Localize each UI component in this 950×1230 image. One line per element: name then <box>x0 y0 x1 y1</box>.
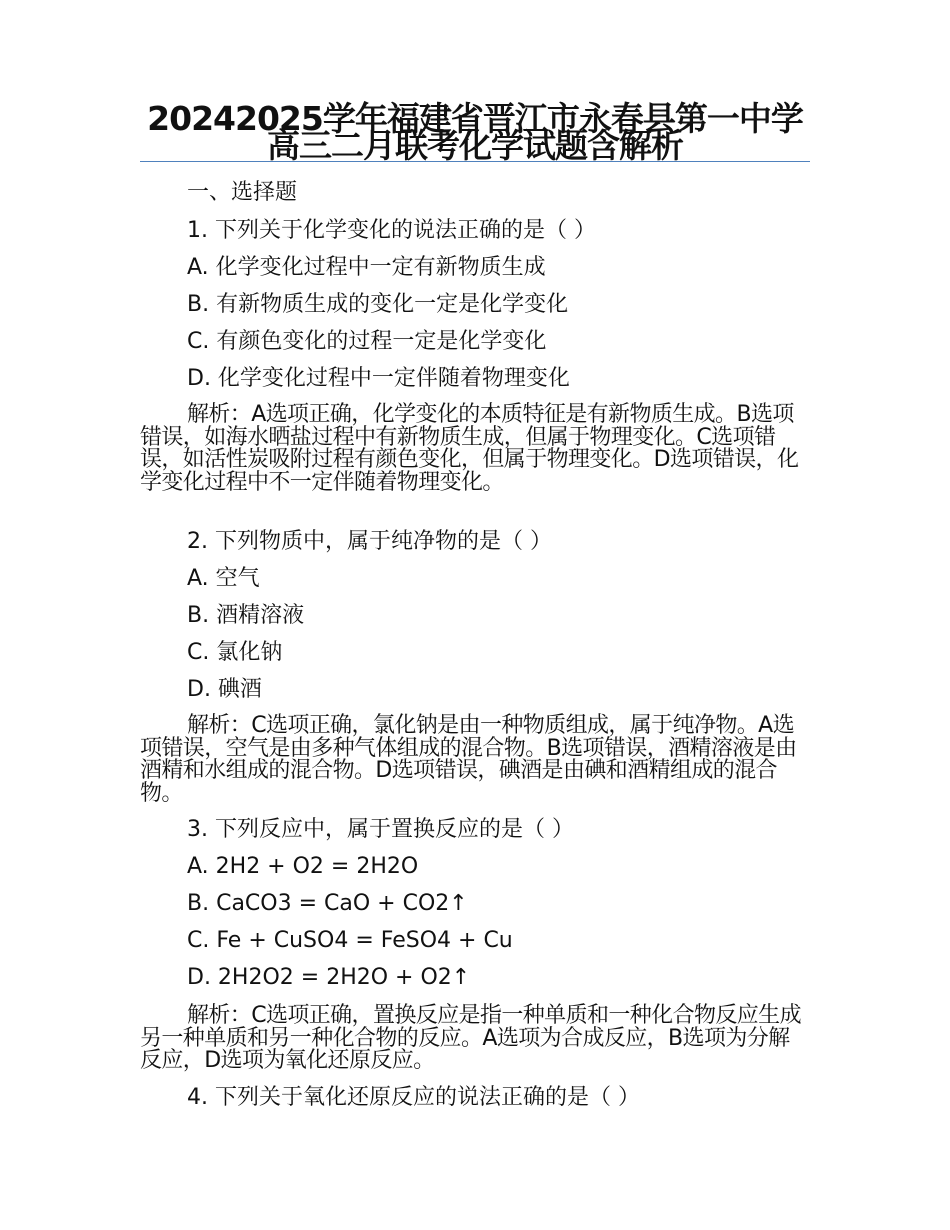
question-3-stem: 3. 下列反应中，属于置换反应的是（ ） <box>187 817 574 842</box>
question-1-option-c: C. 有颜色变化的过程一定是化学变化 <box>187 329 547 354</box>
question-1-option-d: D. 化学变化过程中一定伴随着物理变化 <box>187 366 570 391</box>
question-2-stem: 2. 下列物质中，属于纯净物的是（ ） <box>187 529 552 554</box>
document-title: 20242025学年福建省晋江市永春县第一中学高三二月联考化学试题含解析 <box>147 99 803 165</box>
question-1-analysis: 解析：A选项正确，化学变化的本质特征是有新物质生成。B选项错误，如海水晒盐过程中有新物质生成，但属于物理变化。C选项错误，如活性炭吸附过程有颜色变化，但属于物理变化。D选项错误，化学变化过程中不一定伴随着物理变化。 <box>140 402 799 495</box>
question-3-option-c: C. Fe + CuSO4 = FeSO4 + Cu <box>187 928 513 953</box>
question-1-option-a: A. 化学变化过程中一定有新物质生成 <box>187 255 546 280</box>
question-2-option-a: A. 空气 <box>187 566 260 591</box>
question-2-analysis: 解析：C选项正确，氯化钠是由一种物质组成，属于纯净物。A选项错误，空气是由多种气体组成的混合物。B选项错误，酒精溶液是由酒精和水组成的混合物。D选项错误，碘酒是由碘和酒精组成的混合物。 <box>140 713 797 806</box>
question-3-option-a: A. 2H2 + O2 = 2H2O <box>187 854 419 879</box>
section-heading: 一、选择题 <box>187 180 298 205</box>
question-1-option-b: B. 有新物质生成的变化一定是化学变化 <box>187 292 569 317</box>
question-3-option-d: D. 2H2O2 = 2H2O + O2↑ <box>187 965 471 990</box>
question-1-stem: 1. 下列关于化学变化的说法正确的是（ ） <box>187 218 596 243</box>
question-2-option-c: C. 氯化钠 <box>187 640 283 665</box>
question-2-option-d: D. 碘酒 <box>187 677 262 702</box>
title-underline <box>140 161 810 162</box>
question-3-option-b: B. CaCO3 = CaO + CO2↑ <box>187 891 468 916</box>
question-4-stem: 4. 下列关于氧化还原反应的说法正确的是（ ） <box>187 1085 640 1110</box>
question-3-analysis: 解析：C选项正确，置换反应是指一种单质和一种化合物反应生成另一种单质和另一种化合物的反应。A选项为合成反应，B选项为分解反应，D选项为氧化还原反应。 <box>140 1003 801 1073</box>
question-2-option-b: B. 酒精溶液 <box>187 603 305 628</box>
